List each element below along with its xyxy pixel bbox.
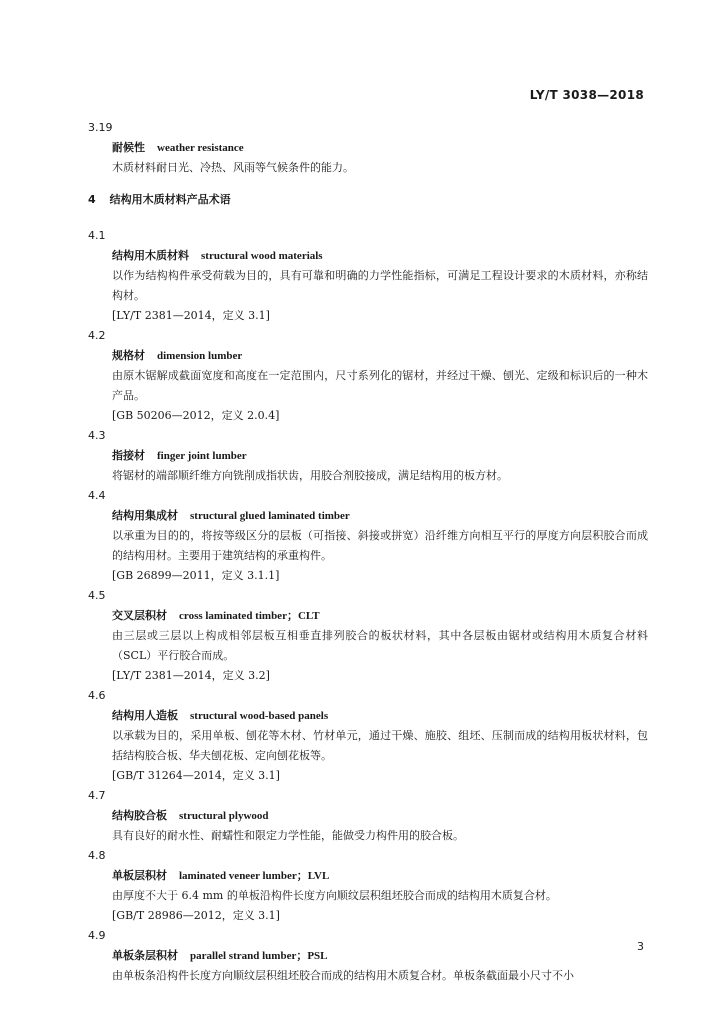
term-reference: [LY/T 2381—2014，定义 3.1] (112, 309, 270, 322)
term-chinese: 交叉层积材 (112, 609, 167, 622)
term-chinese: 结构用人造板 (112, 709, 178, 722)
term-chinese: 耐候性 (112, 141, 145, 154)
term-chinese: 结构用木质材料 (112, 249, 189, 262)
document-id-header: LY/T 3038—2018 (529, 88, 644, 102)
term-reference: [GB 50206—2012，定义 2.0.4] (112, 409, 280, 422)
term-chinese: 指接材 (112, 449, 145, 462)
term-reference: [GB 26899—2011，定义 3.1.1] (112, 569, 280, 582)
term-heading (88, 246, 648, 266)
term-heading (88, 346, 648, 366)
term-english: structural wood materials (201, 250, 323, 262)
section-title: 结构用木质材料产品术语 (109, 193, 231, 206)
clause-number: 4.8 (88, 849, 106, 862)
term-heading (88, 866, 648, 886)
term-definition: 将锯材的端部顺纤维方向铣削成指状齿，用胶合剂胶接成，满足结构用的板方材。 (112, 469, 508, 482)
term-english: structural wood-based panels (190, 710, 329, 722)
term-heading (88, 506, 648, 526)
term-heading (88, 806, 648, 826)
section-heading (88, 190, 648, 210)
term-definition: 由厚度不大于 6.4 mm 的单板沿构件长度方向顺纹层积组坯胶合而成的结构用木质复合材。 (112, 889, 557, 902)
page-content (88, 118, 648, 986)
term-english: cross laminated timber；CLT (179, 610, 320, 622)
term-chinese: 结构胶合板 (112, 809, 167, 822)
term-definition: 以承重为目的的，将按等级区分的层板（可指接、斜接或拼宽）沿纤维方向相互平行的厚度方向层积胶合而成的结构用材。主要用于建筑结构的承重构件。 (112, 529, 648, 562)
term-chinese: 单板条层积材 (112, 949, 178, 962)
clause-number: 4.1 (88, 229, 106, 242)
page-number: 3 (637, 940, 644, 953)
clause-number: 4.7 (88, 789, 106, 802)
clause-number: 4.6 (88, 689, 106, 702)
term-english: structural glued laminated timber (190, 510, 350, 522)
clause-number: 4.9 (88, 929, 106, 942)
term-heading (88, 446, 648, 466)
term-definition: 由原木锯解成截面宽度和高度在一定范围内，尺寸系列化的锯材，并经过干燥、刨光、定级和标识后的一种木产品。 (112, 369, 648, 402)
term-definition: 木质材料耐日光、冷热、风雨等气候条件的能力。 (112, 161, 354, 174)
term-chinese: 规格材 (112, 349, 145, 362)
term-english: structural plywood (179, 810, 269, 822)
term-english: finger joint lumber (157, 450, 247, 462)
term-reference: [LY/T 2381—2014，定义 3.2] (112, 669, 270, 682)
section-number: 4 (88, 193, 96, 206)
term-definition: 由单板条沿构件长度方向顺纹层积组坯胶合而成的结构用木质复合材。单板条截面最小尺寸不小 (112, 969, 574, 982)
term-heading (88, 946, 648, 966)
clause-number: 3.19 (88, 121, 113, 134)
term-definition: 以承载为目的，采用单板、刨花等木材、竹材单元，通过干燥、施胶、组坯、压制而成的结构用板状材料，包括结构胶合板、华夫刨花板、定向刨花板等。 (112, 729, 648, 762)
term-english: weather resistance (157, 142, 244, 154)
term-definition: 以作为结构构件承受荷载为目的，具有可靠和明确的力学性能指标，可满足工程设计要求的木质材料，亦称结构材。 (112, 269, 648, 302)
term-definition: 由三层或三层以上构成相邻层板互相垂直排列胶合的板状材料，其中各层板由锯材或结构用木质复合材料（SCL）平行胶合而成。 (112, 629, 648, 662)
clause-number: 4.5 (88, 589, 106, 602)
term-heading (88, 606, 648, 626)
term-chinese: 结构用集成材 (112, 509, 178, 522)
term-english: parallel strand lumber；PSL (190, 950, 328, 962)
clause-number: 4.4 (88, 489, 106, 502)
clause-number: 4.2 (88, 329, 106, 342)
term-heading (88, 138, 648, 158)
term-chinese: 单板层积材 (112, 869, 167, 882)
term-english: dimension lumber (157, 350, 243, 362)
term-heading (88, 706, 648, 726)
clause-number: 4.3 (88, 429, 106, 442)
term-reference: [GB/T 28986—2012，定义 3.1] (112, 909, 280, 922)
term-reference: [GB/T 31264—2014，定义 3.1] (112, 769, 280, 782)
term-english: laminated veneer lumber；LVL (179, 870, 330, 882)
term-definition: 具有良好的耐水性、耐蠕性和限定力学性能，能做受力构件用的胶合板。 (112, 829, 464, 842)
